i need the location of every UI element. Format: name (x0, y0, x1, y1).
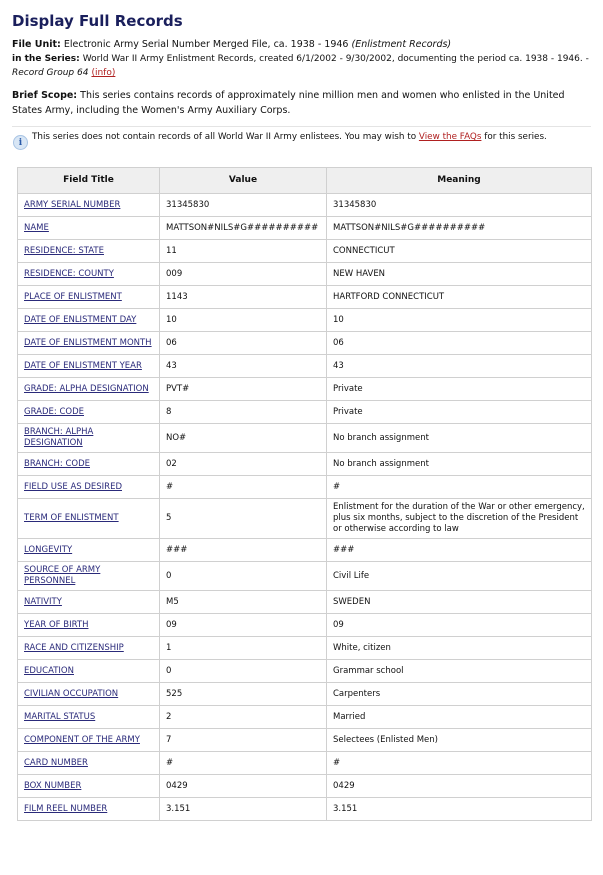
field-title-cell (18, 476, 160, 499)
field-title-link[interactable]: CARD NUMBER (24, 757, 88, 768)
page-title: Display Full Records (12, 12, 183, 30)
table-row (18, 424, 592, 453)
field-title-link[interactable]: LONGEVITY (24, 544, 73, 555)
value-cell: 11 (160, 240, 327, 263)
table-row (18, 562, 592, 591)
field-title-link[interactable]: RACE AND CITIZENSHIP (24, 642, 124, 653)
value-cell: 09 (160, 614, 327, 637)
table-row (18, 309, 592, 332)
field-title-cell (18, 401, 160, 424)
field-title-cell (18, 263, 160, 286)
meaning-cell: Grammar school (327, 660, 592, 683)
meaning-cell: MATTSON#NILS#G########## (327, 217, 592, 240)
table-row (18, 499, 592, 539)
info-link[interactable]: (info) (91, 68, 116, 78)
meaning-cell: 3.151 (327, 798, 592, 821)
notice-text-before: This series does not contain records of all World War II Army enlistees. You may wish to (32, 132, 417, 142)
field-title-cell (18, 332, 160, 355)
field-title-cell (18, 378, 160, 401)
field-title-cell (18, 752, 160, 775)
field-title-cell (18, 453, 160, 476)
table-row (18, 706, 592, 729)
table-row (18, 194, 592, 217)
field-title-link[interactable]: NAME (24, 222, 49, 233)
field-title-link[interactable]: BRANCH: ALPHA DESIGNATION (24, 427, 94, 448)
table-row (18, 217, 592, 240)
meaning-cell: ### (327, 539, 592, 562)
notice-text (32, 132, 547, 142)
field-title-cell (18, 355, 160, 378)
value-cell: 0 (160, 660, 327, 683)
field-title-cell (18, 309, 160, 332)
value-cell: 8 (160, 401, 327, 424)
field-title-cell (18, 240, 160, 263)
value-cell: 7 (160, 729, 327, 752)
field-title-cell (18, 660, 160, 683)
value-cell: 1143 (160, 286, 327, 309)
value-cell: 02 (160, 453, 327, 476)
value-cell: 0429 (160, 775, 327, 798)
view-faqs-link[interactable]: View the FAQs (418, 132, 482, 142)
table-row (18, 453, 592, 476)
meaning-cell: 09 (327, 614, 592, 637)
divider (12, 126, 591, 127)
field-title-link[interactable]: DATE OF ENLISTMENT DAY (24, 314, 137, 325)
value-cell: 009 (160, 263, 327, 286)
meaning-cell: No branch assignment (327, 424, 592, 453)
meaning-cell: # (327, 476, 592, 499)
meaning-cell: 0429 (327, 775, 592, 798)
field-title-cell (18, 286, 160, 309)
field-title-link[interactable]: BRANCH: CODE (24, 458, 90, 469)
field-title-link[interactable]: MARITAL STATUS (24, 711, 96, 722)
table-row (18, 637, 592, 660)
scope-label: Brief Scope: (12, 90, 78, 101)
field-title-cell (18, 539, 160, 562)
scope-value: This series contains records of approximately nine million men and women who enlisted in the United States Army, including the Women's Army Auxiliary Corps. (12, 90, 565, 116)
table-row (18, 263, 592, 286)
record-group: Record Group 64 (12, 68, 89, 78)
meaning-cell: Private (327, 378, 592, 401)
meaning-cell: White, citizen (327, 637, 592, 660)
table-row (18, 355, 592, 378)
table-row (18, 332, 592, 355)
value-cell: 10 (160, 309, 327, 332)
value-cell: 31345830 (160, 194, 327, 217)
field-title-cell (18, 194, 160, 217)
file-unit-label: File Unit: (12, 39, 61, 50)
field-title-cell (18, 729, 160, 752)
field-title-cell (18, 683, 160, 706)
header-meaning: Meaning (327, 168, 592, 194)
records-table (17, 167, 592, 821)
field-title-link[interactable]: PLACE OF ENLISTMENT (24, 291, 122, 302)
field-title-link[interactable]: TERM OF ENLISTMENT (24, 513, 119, 523)
series-value: World War II Army Enlistment Records, created 6/1/2002 - 9/30/2002, documenting the period ca. 1938 - 1946. - (82, 54, 589, 64)
meaning-cell: CONNECTICUT (327, 240, 592, 263)
field-title-cell (18, 637, 160, 660)
value-cell: PVT# (160, 378, 327, 401)
field-title-link[interactable]: GRADE: ALPHA DESIGNATION (24, 383, 149, 394)
meaning-cell: HARTFORD CONNECTICUT (327, 286, 592, 309)
field-title-cell (18, 775, 160, 798)
value-cell: M5 (160, 591, 327, 614)
field-title-link[interactable]: FILM REEL NUMBER (24, 803, 108, 814)
field-title-cell (18, 424, 160, 453)
table-row (18, 660, 592, 683)
value-cell: 5 (160, 499, 327, 539)
value-cell: NO# (160, 424, 327, 453)
field-title-link[interactable]: ARMY SERIAL NUMBER (24, 199, 121, 210)
field-title-cell (18, 499, 160, 539)
field-title-link[interactable]: BOX NUMBER (24, 780, 82, 791)
field-title-link[interactable]: EDUCATION (24, 665, 74, 676)
meaning-cell: NEW HAVEN (327, 263, 592, 286)
field-title-cell (18, 798, 160, 821)
table-row (18, 775, 592, 798)
value-cell: 525 (160, 683, 327, 706)
field-title-cell (18, 217, 160, 240)
field-title-cell (18, 614, 160, 637)
table-row (18, 614, 592, 637)
notice-text-after: for this series. (484, 132, 547, 142)
field-title-link[interactable]: SOURCE OF ARMY PERSONNEL (24, 565, 101, 586)
field-title-link[interactable]: COMPONENT OF THE ARMY (24, 734, 140, 745)
header-field-title: Field Title (18, 168, 160, 194)
field-title-link[interactable]: YEAR OF BIRTH (24, 619, 89, 630)
meaning-cell: Selectees (Enlisted Men) (327, 729, 592, 752)
meaning-cell: 43 (327, 355, 592, 378)
series-label: in the Series: (12, 54, 80, 64)
field-title-cell (18, 591, 160, 614)
table-header-row (18, 168, 592, 194)
table-row (18, 240, 592, 263)
value-cell: 06 (160, 332, 327, 355)
info-icon: i (13, 135, 28, 150)
meaning-cell: 06 (327, 332, 592, 355)
table-row (18, 729, 592, 752)
value-cell: 2 (160, 706, 327, 729)
table-row (18, 286, 592, 309)
file-unit-italic: (Enlistment Records) (351, 39, 452, 50)
meaning-cell: Civil Life (327, 562, 592, 591)
meaning-cell: # (327, 752, 592, 775)
meaning-cell: SWEDEN (327, 591, 592, 614)
meaning-cell: Married (327, 706, 592, 729)
header-value: Value (160, 168, 327, 194)
field-title-link[interactable]: RESIDENCE: COUNTY (24, 268, 114, 279)
file-unit-info (12, 38, 591, 80)
value-cell: # (160, 752, 327, 775)
table-row (18, 591, 592, 614)
table-row (18, 378, 592, 401)
field-title-link[interactable]: RESIDENCE: STATE (24, 245, 104, 256)
field-title-cell (18, 562, 160, 591)
table-row (18, 539, 592, 562)
table-row (18, 683, 592, 706)
meaning-cell: Private (327, 401, 592, 424)
value-cell: # (160, 476, 327, 499)
table-row (18, 401, 592, 424)
meaning-cell: Enlistment for the duration of the War or other emergency, plus six months, subject to the discretion of the President or otherwise according to law (327, 499, 592, 539)
field-title-link[interactable]: DATE OF ENLISTMENT YEAR (24, 360, 142, 371)
meaning-cell: 31345830 (327, 194, 592, 217)
value-cell: ### (160, 539, 327, 562)
meaning-cell: 10 (327, 309, 592, 332)
table-row (18, 798, 592, 821)
value-cell: MATTSON#NILS#G########## (160, 217, 327, 240)
field-title-link[interactable]: GRADE: CODE (24, 406, 84, 417)
table-row (18, 476, 592, 499)
field-title-link[interactable]: FIELD USE AS DESIRED (24, 481, 122, 492)
notice (13, 132, 591, 150)
field-title-link[interactable]: DATE OF ENLISTMENT MONTH (24, 337, 152, 348)
value-cell: 1 (160, 637, 327, 660)
field-title-link[interactable]: CIVILIAN OCCUPATION (24, 688, 119, 699)
field-title-link[interactable]: NATIVITY (24, 596, 62, 607)
meaning-cell: No branch assignment (327, 453, 592, 476)
value-cell: 0 (160, 562, 327, 591)
meaning-cell: Carpenters (327, 683, 592, 706)
value-cell: 43 (160, 355, 327, 378)
table-row (18, 752, 592, 775)
field-title-cell (18, 706, 160, 729)
value-cell: 3.151 (160, 798, 327, 821)
file-unit-value: Electronic Army Serial Number Merged File, ca. 1938 - 1946 (63, 39, 349, 50)
brief-scope (12, 88, 591, 118)
